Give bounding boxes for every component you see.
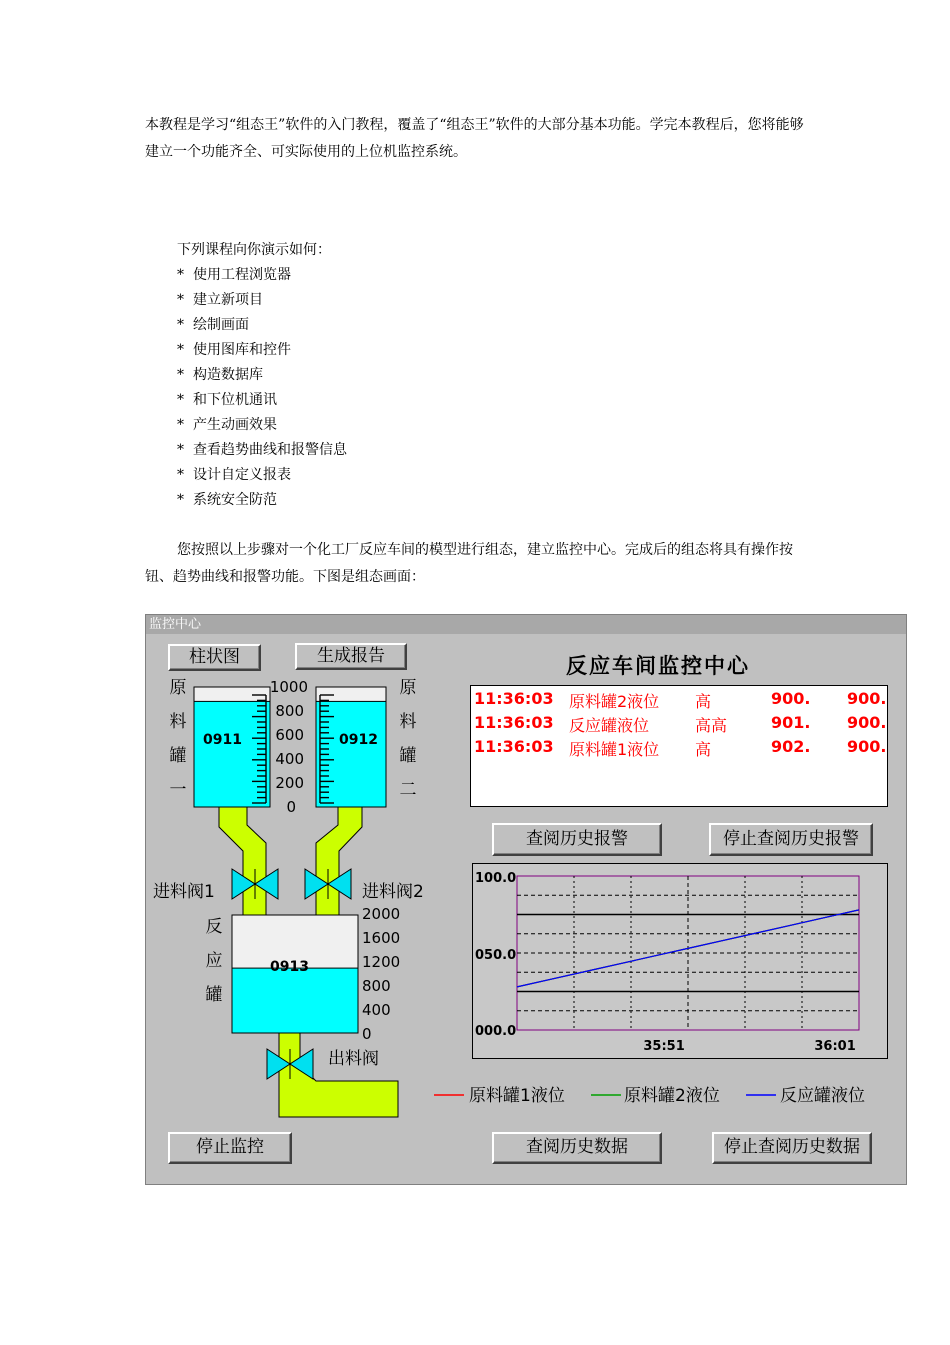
alarm-window xyxy=(470,685,888,807)
y-tick-label: 000.0 xyxy=(475,1024,517,1039)
alarm-row: 11:36:03 原料罐2液位 高 900. 900. xyxy=(474,689,887,711)
list-item: * 绘制画面 xyxy=(177,317,249,333)
valve3-label: 出料阀 xyxy=(328,1049,379,1069)
valve3-icon xyxy=(267,1049,313,1079)
alarm-row: 11:36:03 反应罐液位 高高 901. 900. xyxy=(474,713,887,735)
x-tick-label: 35:51 xyxy=(643,1039,685,1054)
y-tick-label: 100.0 xyxy=(475,871,517,886)
y-tick-label: 050.0 xyxy=(475,948,517,963)
list-item: * 建立新项目 xyxy=(177,292,263,308)
inlet-pipe-2 xyxy=(316,807,362,915)
list-item: * 查看趋势曲线和报警信息 xyxy=(177,442,347,458)
intro-paragraph: 本教程是学习“组态王”软件的入门教程，覆盖了“组态王”软件的大部分基本功能。学完本教程后，您将能够建立一个功能齐全、可实际使用的上位机监控系统。 xyxy=(145,117,804,160)
list-item: * 构造数据库 xyxy=(177,367,263,383)
alarm-row: 11:36:03 原料罐1液位 高 902. 900. xyxy=(474,737,887,759)
valve1-icon xyxy=(232,869,278,899)
stop-monitor-button[interactable]: 停止监控 xyxy=(168,1132,292,1164)
x-tick-label: 36:01 xyxy=(814,1039,856,1054)
stop-alarm-history-button[interactable]: 停止查阅历史报警 xyxy=(709,823,873,856)
valve2-icon xyxy=(305,869,351,899)
legend-series-1: 原料罐1液位 xyxy=(469,1086,565,1106)
list-item: * 系统安全防范 xyxy=(177,492,277,508)
inlet-pipe-1 xyxy=(219,807,266,915)
list-item: * 和下位机通讯 xyxy=(177,392,277,408)
closing-paragraph: 您按照以上步骤对一个化工厂反应车间的模型进行组态，建立监控中心。完成后的组态将具有操作按钮、趋势曲线和报警功能。下图是组态画面： xyxy=(145,542,793,585)
view-history-data-button[interactable]: 查阅历史数据 xyxy=(492,1132,662,1164)
list-item: * 产生动画效果 xyxy=(177,417,277,433)
tank2-value: 0912 xyxy=(339,732,378,748)
list-item: * 设计自定义报表 xyxy=(177,467,291,483)
generate-report-button[interactable]: 生成报告 xyxy=(295,643,407,670)
legend-swatch-1 xyxy=(434,1093,464,1097)
view-alarm-history-button[interactable]: 查阅历史报警 xyxy=(492,823,662,856)
bar-chart-button[interactable]: 柱状图 xyxy=(168,644,261,671)
tank2-label: 原 料 罐 二 xyxy=(399,678,417,800)
tank1-value: 0911 xyxy=(203,732,242,748)
stop-history-data-button[interactable]: 停止查阅历史数据 xyxy=(712,1132,872,1164)
trend-chart xyxy=(472,863,888,1059)
main-title: 反应车间监控中心 xyxy=(566,653,750,678)
legend-swatch-2 xyxy=(591,1093,621,1097)
tank1-label: 原 料 罐 一 xyxy=(169,678,187,800)
legend-swatch-3 xyxy=(746,1093,776,1097)
window-title: 监控中心 xyxy=(146,615,906,634)
lesson-list xyxy=(177,263,347,513)
list-item: * 使用工程浏览器 xyxy=(177,267,291,283)
lesson-intro: 下列课程向你演示如何： xyxy=(177,242,331,258)
trend-chart-svg xyxy=(473,864,887,1058)
reactor-value: 0913 xyxy=(270,959,309,975)
reactor-liquid xyxy=(232,968,358,1033)
reactor-label: 反 应 罐 xyxy=(205,917,223,1005)
valve2-label: 进料阀2 xyxy=(362,882,424,902)
valve1-label: 进料阀1 xyxy=(153,882,215,902)
list-item: * 使用图库和控件 xyxy=(177,342,291,358)
legend-series-2: 原料罐2液位 xyxy=(624,1086,720,1106)
scada-window: 监控中心 柱状图 生成报告 反应车间监控中心 原 料 罐 一 原 料 罐 二 0911 0912 1000 800 600 400 200 0 进料阀1 进料阀2 出料阀 反 应 罐 0913 2000 1600 1200 800 400 0 11:36:03 原料罐2液位 高 900. 900. 11:36:03 反应罐液位 高高 901. 900. 11:36:03 原料罐1液位 高 902. 900. 查阅历史报警 停止查阅历史报警 100.0 050.0 000.0 35:51 36:01 原料罐1液位 原料罐2液位 反应罐液位 停止监控 查阅历史数据 停止查阅历史数据 xyxy=(145,614,907,1185)
legend-series-3: 反应罐液位 xyxy=(780,1086,865,1106)
